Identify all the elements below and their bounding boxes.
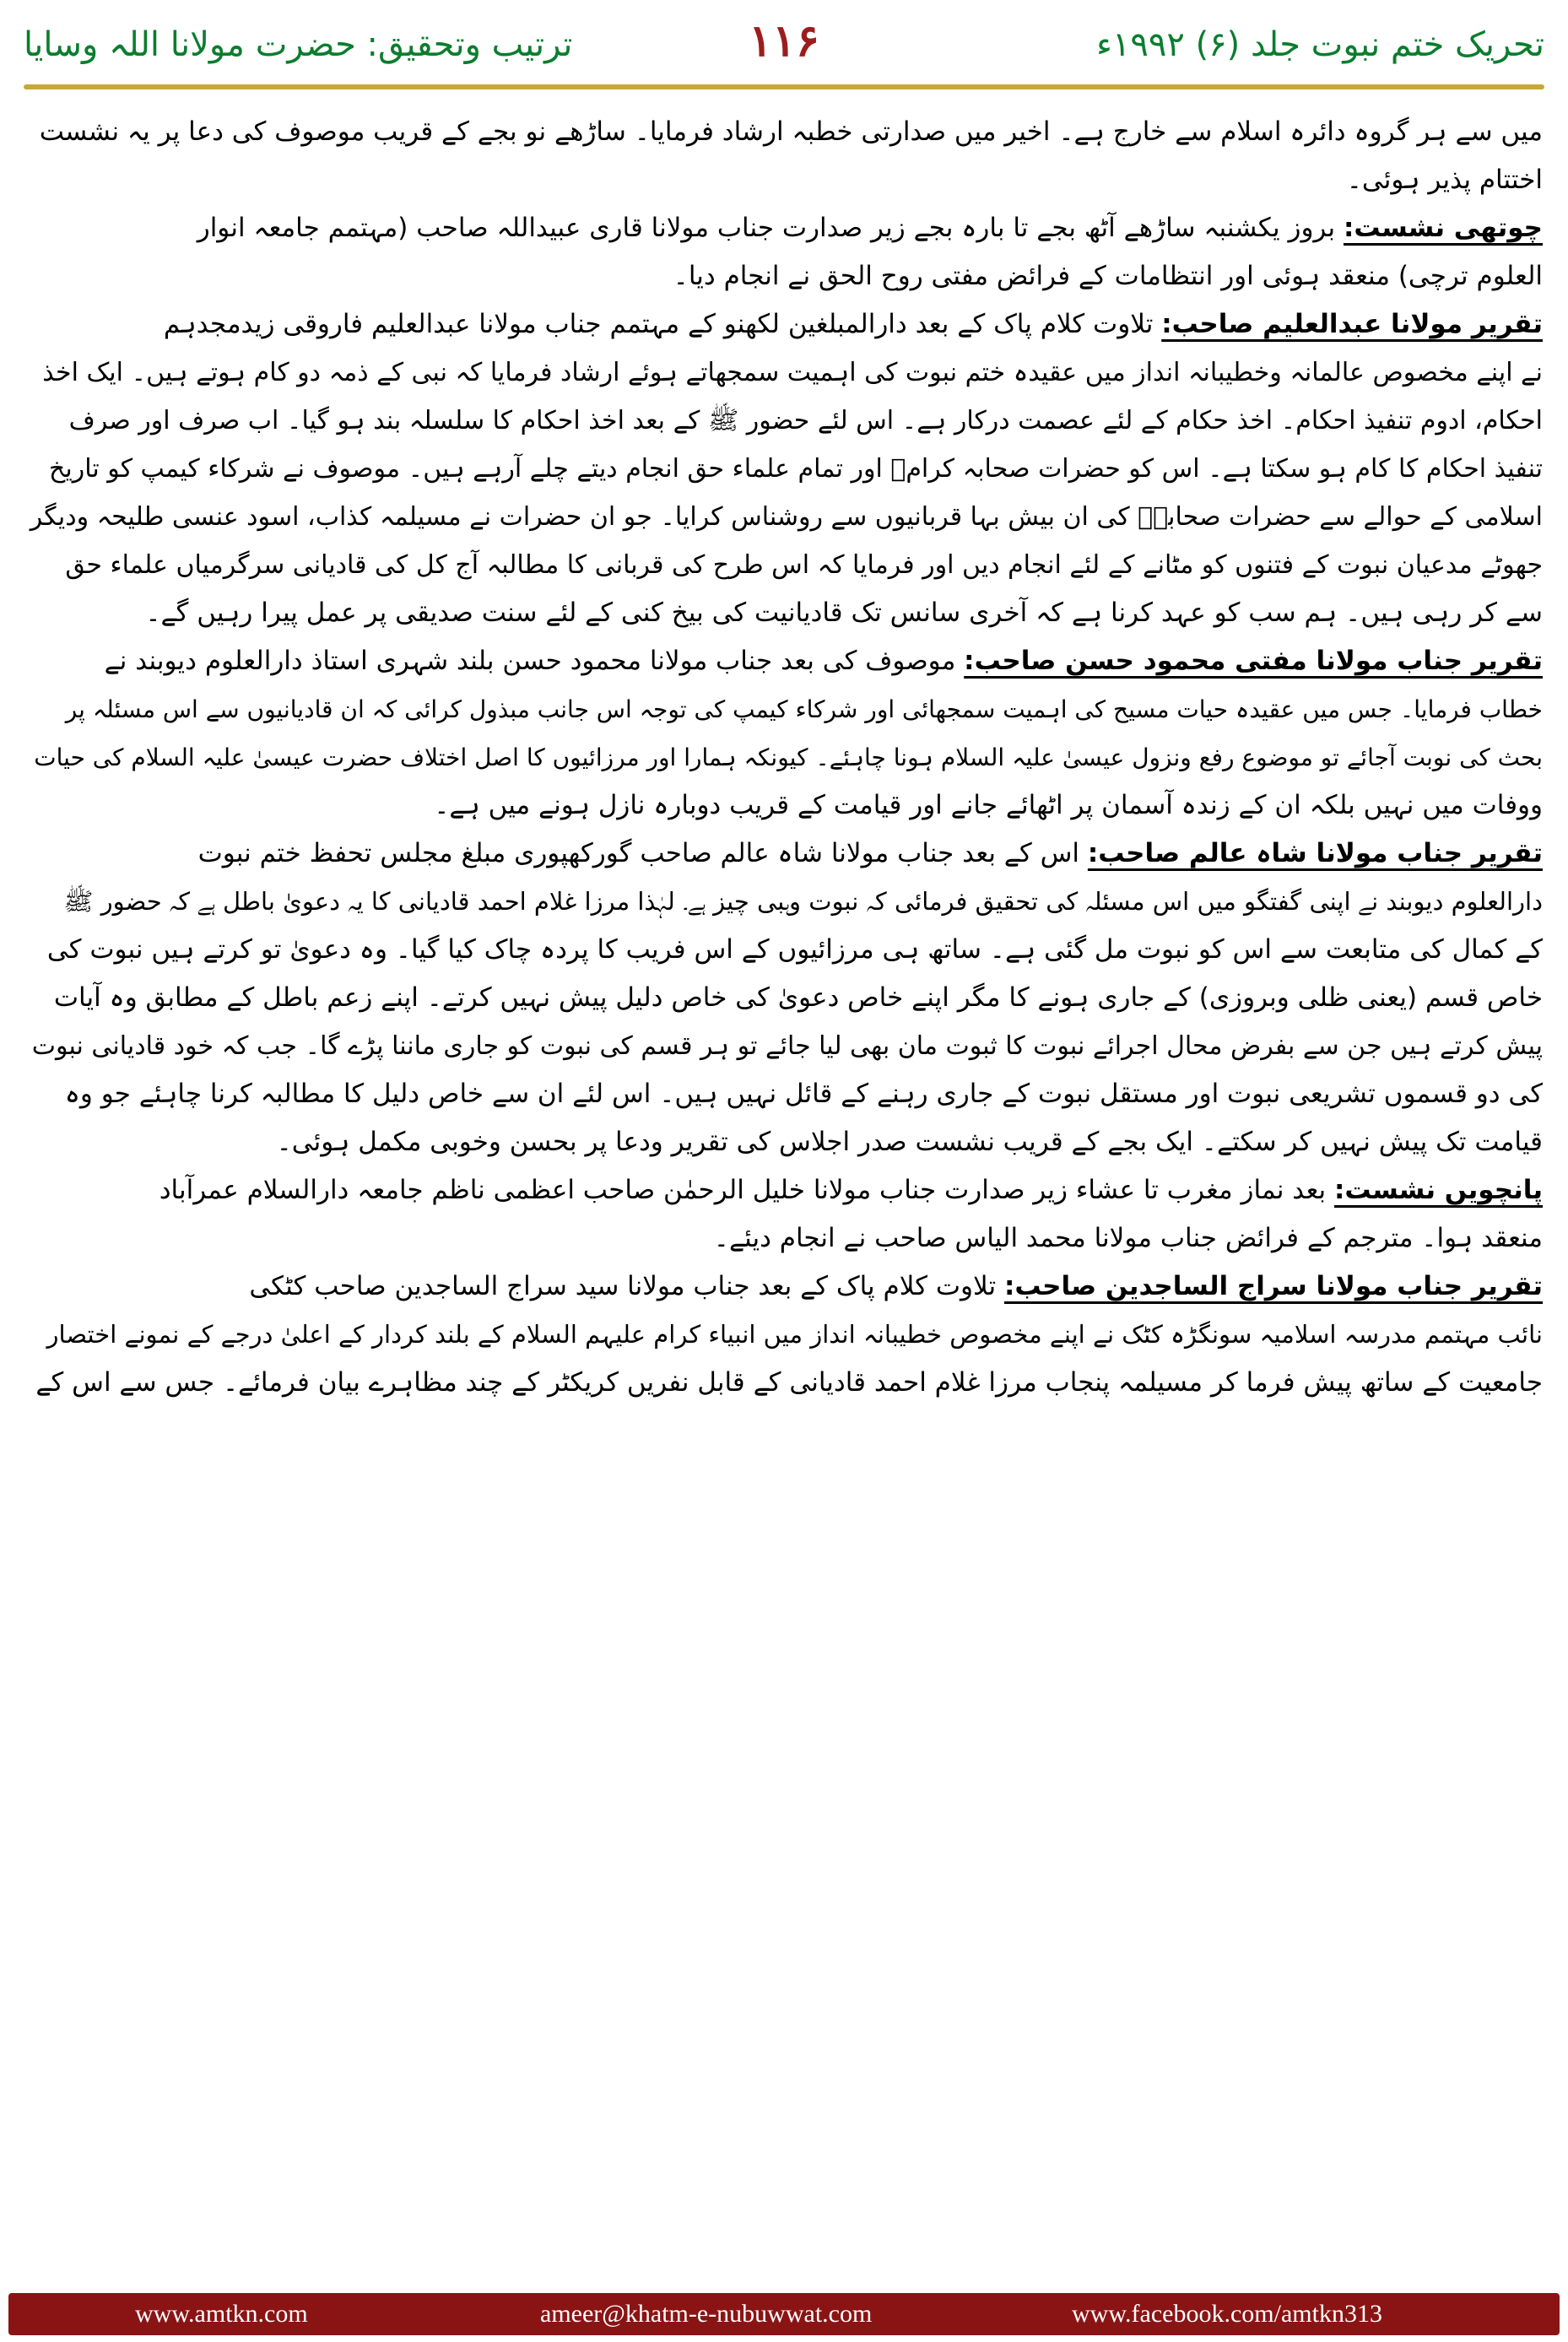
body-line: اسلامی کے حوالے سے حضرات صحابہؓ کی ان بیش بہا قربانیوں سے روشناس کرایا۔ جو ان حضرات نے مسیلمہ کذاب، اسود عنسی طلیحہ ودیگر (30, 502, 1543, 532)
page-number: ۱۱۶ (749, 15, 819, 67)
body-line: پیش کرتے ہیں جن سے بفرض محال اجرائے نبوت کا ثبوت مان بھی لیا جائے تو ہر قسم کی نبوت کو جاری ماننا پڑے گا۔ جب کہ خود قادیانی نبوت (31, 1031, 1543, 1061)
body-line: احکام، ادوم تنفیذ احکام۔ اخذ حکام کے لئے عصمت درکار ہے۔ اس لئے حضور ﷺ کے بعد اخذ احکام کا سلسلہ بند ہو گیا۔ اب صرف اور صرف (68, 406, 1543, 435)
body-line: اختتام پذیر ہوئی۔ (1346, 165, 1543, 195)
body-line: منعقد ہوا۔ مترجم کے فرائض جناب مولانا محمد الیاس صاحب نے انجام دیئے۔ (713, 1223, 1543, 1253)
body-line: کے کمال کی متابعت سے اس کو نبوت مل گئی ہے۔ ساتھ ہی مرزائیوں کے اس فریب کا پردہ چاک کیا گیا۔ وہ دعویٰ تو کرتے ہیں نبوت کی (46, 934, 1543, 965)
body-line: چوتھی نشست: بروز یکشنبہ ساڑھے آٹھ بجے تا بارہ بجے زیر صدارت جناب مولانا قاری عبیداللہ صاحب (مہتمم جامعہ انوار (197, 213, 1543, 243)
body-line: بحث کی نوبت آجائے تو موضوع رفع ونزول عیسیٰ علیہ السلام ہونا چاہئے۔ کیونکہ ہمارا اور مرزائیوں کا اصل اختلاف حضرت عیسیٰ علیہ السلام کی حیات (34, 744, 1543, 771)
page-body (25, 108, 1543, 1407)
website-link[interactable]: www.amtkn.com (135, 2300, 308, 2328)
page-header (0, 0, 1568, 95)
body-line: تنفیذ احکام کا کام ہو سکتا ہے۔ اس کو حضرات صحابہ کرامؓ اور تمام علماء حق انجام دیتے چلے آرہے ہیں۔ موصوف نے شرکاء کیمپ کو تاریخ (49, 454, 1543, 484)
facebook-link[interactable]: www.facebook.com/amtkn313 (1072, 2300, 1382, 2328)
body-line: نے اپنے مخصوص عالمانہ وخطیبانہ انداز میں عقیدہ ختم نبوت کی اہمیت سمجھاتے ہوئے ارشاد فرمایا کہ نبی کے ذمہ دو کام ہوتے ہیں۔ ایک اخذ (42, 358, 1543, 387)
body-line: ووفات میں نہیں بلکہ ان کے زندہ آسمان پر اٹھائے جانے اور قیامت کے قریب دوبارہ نازل ہونے میں ہے۔ (434, 790, 1543, 820)
section-heading: تقریر جناب مولانا شاہ عالم صاحب: (1087, 838, 1543, 868)
compiler-credit: ترتیب وتحقیق: حضرت مولانا اللہ وسایا (24, 25, 573, 64)
section-heading: تقریر جناب مولانا مفتی محمود حسن صاحب: (964, 646, 1543, 676)
email-link[interactable]: ameer@khatm-e-nubuwwat.com (540, 2300, 873, 2328)
body-line: دارالعلوم دیوبند نے اپنی گفتگو میں اس مسئلہ کی تحقیق فرمائی کہ نبوت وہبی چیز ہے۔ لہٰذا مرزا غلام احمد قادیانی کا یہ دعویٰ باطل ہے کہ حضور ﷺ (63, 887, 1543, 916)
page-footer (0, 2276, 1568, 2342)
section-heading: تقریر جناب مولانا سراج الساجدین صاحب: (1003, 1271, 1543, 1301)
body-line: پانچویں نشست: بعد نماز مغرب تا عشاء زیر صدارت جناب مولانا خلیل الرحمٰن صاحب اعظمی ناظم جامعہ دارالسلام عمرآباد (159, 1175, 1543, 1205)
section-heading: پانچویں نشست: (1334, 1175, 1543, 1205)
body-line: تقریر جناب مولانا شاہ عالم صاحب: اس کے بعد جناب مولانا شاہ عالم صاحب گورکھپوری مبلغ مجلس تحفظ ختم نبوت (197, 838, 1543, 868)
body-line: خاص قسم (یعنی ظلی وبروزی) کے جاری ہونے کا مگر اپنے خاص دعویٰ کی خاص دلیل پیش نہیں کرتے۔ اپنے زعم باطل کے مطابق وہ آیات (53, 982, 1543, 1013)
body-line: خطاب فرمایا۔ جس میں عقیدہ حیات مسیح کی اہمیت سمجھائی اور شرکاء کیمپ کی توجہ اس جانب مبذول کرائی کہ ان قادیانیوں سے اس مسئلہ پر (65, 695, 1543, 723)
body-line: تقریر جناب مولانا سراج الساجدین صاحب: تلاوت کلام پاک کے بعد جناب مولانا سید سراج الساجدین صاحب کٹکی (249, 1271, 1543, 1301)
body-line: تقریر مولانا عبدالعلیم صاحب: تلاوت کلام پاک کے بعد دارالمبلغین لکھنو کے مہتمم جناب مولانا عبدالعلیم فاروقی زیدمجدہم (163, 309, 1543, 339)
body-line: نائب مہتمم مدرسہ اسلامیہ سونگڑہ کٹک نے اپنے مخصوص خطیبانہ انداز میں انبیاء کرام علیہم السلام کے بلند کردار کے اعلیٰ درجے کے نمونے اختصار (46, 1320, 1543, 1349)
body-line: العلوم ترچی) منعقد ہوئی اور انتظامات کے فرائض مفتی روح الحق نے انجام دیا۔ (673, 261, 1543, 291)
section-heading: تقریر مولانا عبدالعلیم صاحب: (1161, 309, 1543, 339)
body-line: جامعیت کے ساتھ پیش فرما کر مسیلمہ پنجاب مرزا غلام احمد قادیانی کے قابل نفریں کریکٹر کے چند مظاہرے بیان فرمائے۔ جس سے اس کے (35, 1367, 1543, 1398)
body-line: کی دو قسموں تشریعی نبوت اور مستقل نبوت کے جاری رہنے کے قائل نہیں ہیں۔ اس لئے ان سے خاص دلیل کا مطالبہ کرنا چاہئے جو وہ (64, 1079, 1543, 1109)
body-line: سے کر رہی ہیں۔ ہم سب کو عہد کرنا ہے کہ آخری سانس تک قادیانیت کی بیخ کنی کے لئے سنت صدیقی پر عمل پیرا رہیں گے۔ (145, 598, 1543, 628)
body-line: تقریر جناب مولانا مفتی محمود حسن صاحب: موصوف کی بعد جناب مولانا محمود حسن بلند شہری استاذ دارالعلوم دیوبند نے (104, 646, 1543, 676)
section-heading: چوتھی نشست: (1344, 213, 1543, 243)
body-line: جھوٹے مدعیان نبوت کے فتنوں کو مٹانے کے لئے انجام دیں اور فرمایا کہ اس طرح کی قربانی کا مطالبہ آج کل کی قادیانی سرگرمیاں علماء حق (65, 550, 1543, 580)
header-divider (24, 84, 1544, 89)
book-title: تحریک ختم نبوت جلد (۶) ۱۹۹۲ء (1096, 25, 1544, 64)
body-line: قیامت تک پیش نہیں کر سکتے۔ ایک بجے کے قریب نشست صدر اجلاس کی تقریر ودعا پر بحسن وخوبی مکمل ہوئی۔ (276, 1127, 1543, 1157)
body-line: میں سے ہر گروہ دائرہ اسلام سے خارج ہے۔ اخیر میں صدارتی خطبہ ارشاد فرمایا۔ ساڑھے نو بجے کے قریب موصوف کی دعا پر یہ نشست (39, 116, 1543, 147)
